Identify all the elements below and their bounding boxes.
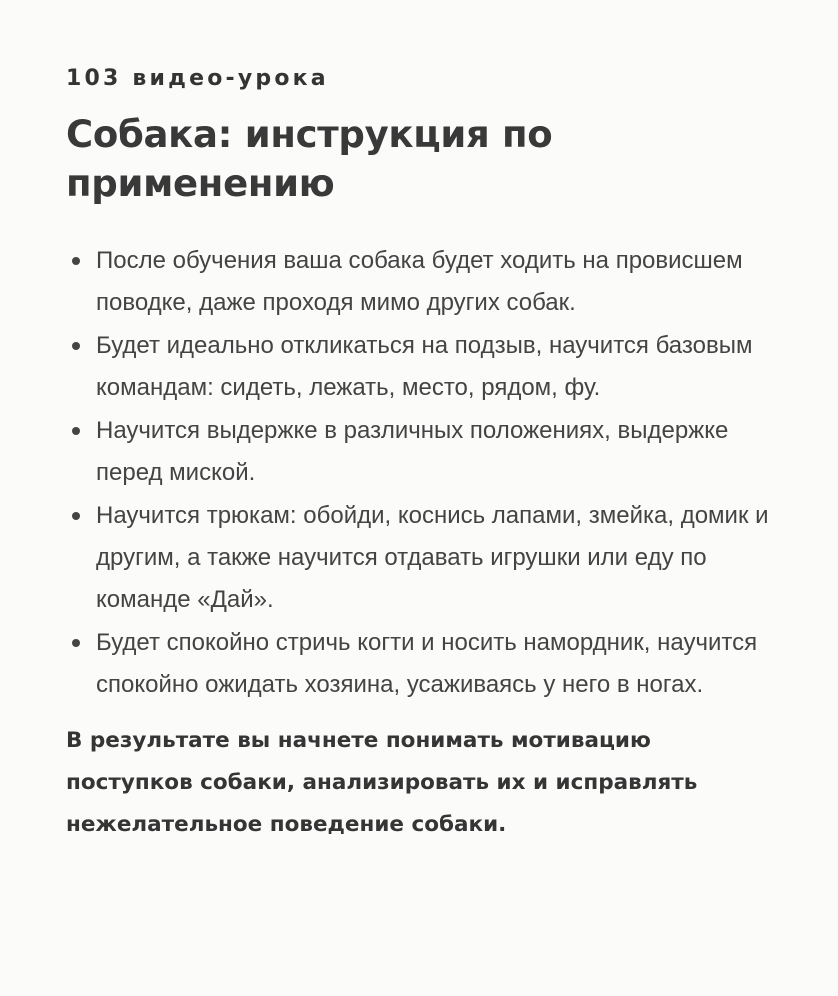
bullet-icon: [72, 427, 80, 435]
list-item: [66, 495, 774, 621]
list-item-text: Будет идеально откликаться на подзыв, научится базовым командам: сидеть, лежать, место, рядом, фу.: [96, 332, 753, 401]
bullet-icon: [72, 639, 80, 647]
list-item-text: Научится трюкам: обойди, коснись лапами, змейка, домик и другим, а также научится отдавать игрушки или еду по команде «Дай».: [96, 502, 769, 613]
list-item: [66, 240, 774, 324]
page-title: Собака: инструкция по применению: [66, 113, 553, 205]
benefits-list: [66, 240, 774, 706]
lesson-count: 103 видео-урока: [66, 66, 329, 91]
list-item-text: После обучения ваша собака будет ходить на провисшем поводке, даже проходя мимо других собак.: [96, 247, 743, 316]
bullet-icon: [72, 257, 80, 265]
bullet-icon: [72, 342, 80, 350]
list-item: [66, 622, 774, 706]
result-summary: В результате вы начнете понимать мотивацию поступков собаки, анализировать их и исправлять нежелательное поведение собаки.: [66, 728, 698, 837]
list-item: [66, 325, 774, 409]
list-item-text: Будет спокойно стричь когти и носить намордник, научится спокойно ожидать хозяина, усаживаясь у него в ногах.: [96, 629, 758, 698]
list-item: [66, 410, 774, 494]
list-item-text: Научится выдержке в различных положениях, выдержке перед миской.: [96, 417, 729, 486]
bullet-icon: [72, 512, 80, 520]
